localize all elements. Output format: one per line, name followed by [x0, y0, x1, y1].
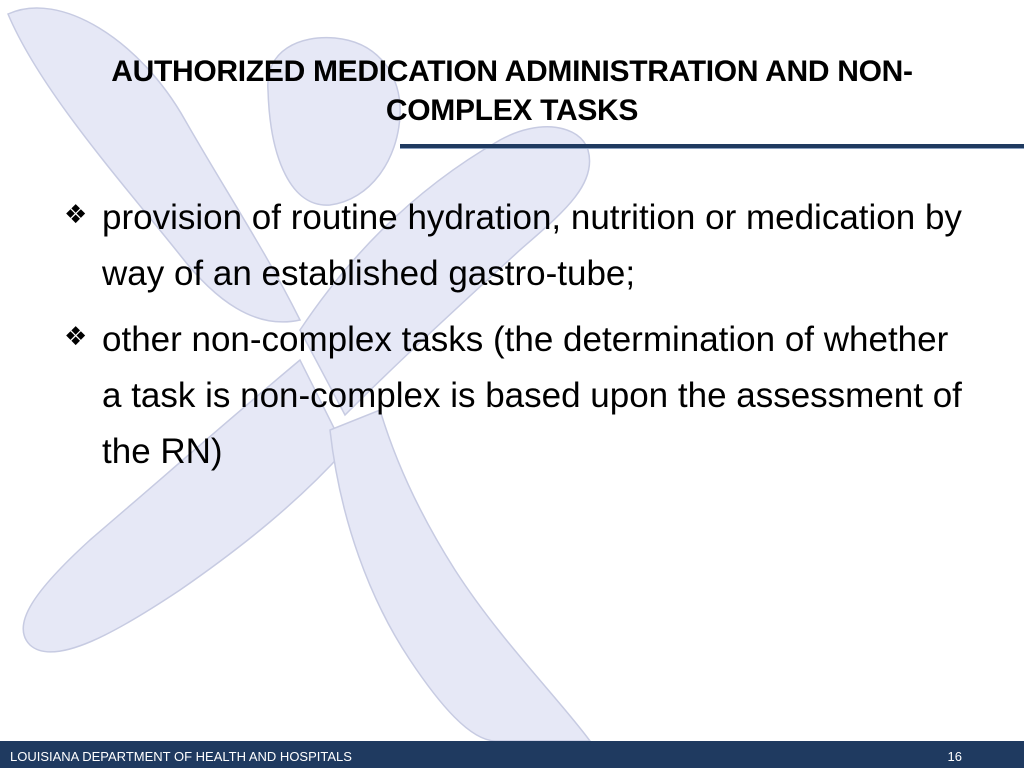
title-underline-rule: [400, 144, 1024, 149]
footer-bar: [0, 741, 1024, 768]
bullet-list: [62, 190, 962, 490]
bullet-item: [62, 190, 962, 302]
footer-organization: LOUISIANA DEPARTMENT OF HEALTH AND HOSPITALS: [10, 749, 352, 764]
bullet-text: provision of routine hydration, nutrition or medication by way of an established gastro-tube;: [102, 198, 962, 293]
bullet-item: [62, 312, 962, 480]
page-number: 16: [947, 749, 962, 764]
diamond-bullet-icon: ❖: [64, 199, 88, 229]
diamond-bullet-icon: ❖: [64, 321, 88, 351]
slide-title: AUTHORIZED MEDICATION ADMINISTRATION AND NON-COMPLEX TASKS: [111, 55, 913, 127]
bullet-text: other non-complex tasks (the determination of whether a task is non-complex is based upon the assessment of the RN): [102, 320, 962, 471]
